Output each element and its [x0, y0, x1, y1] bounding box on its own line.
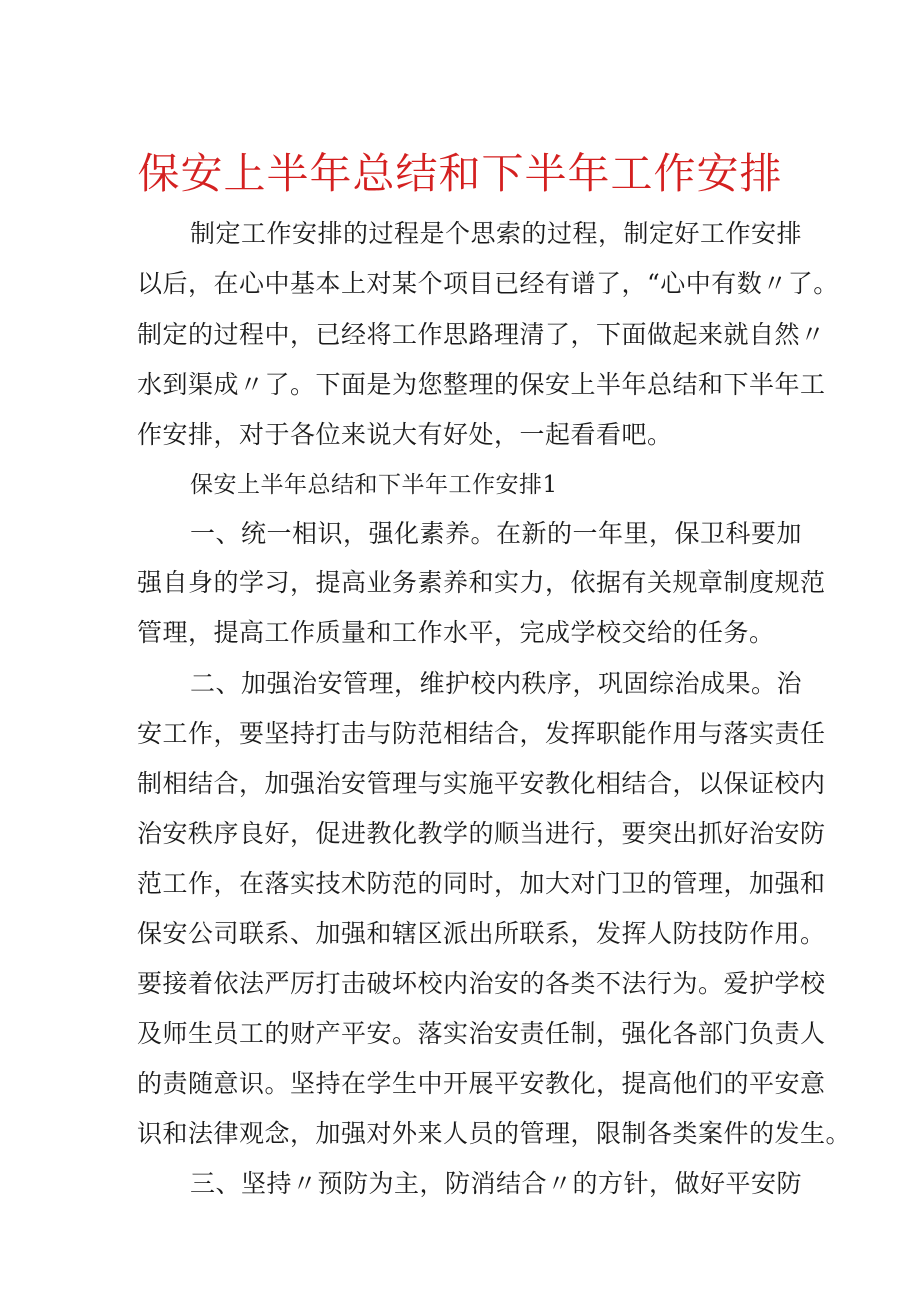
- intro-line: 作安排，对于各位来说大有好处，一起看看吧。: [137, 420, 673, 449]
- paragraph-line: 制相结合，加强治安管理与实施平安教化相结合，以保证校内: [137, 769, 826, 798]
- intro-line: 制定工作安排的过程是个思索的过程，制定好工作安排: [190, 219, 803, 248]
- document-title: 保安上半年总结和下半年工作安排: [137, 149, 783, 198]
- paragraph-line: 识和法律观念，加强对外来人员的管理，限制各类案件的发生。: [137, 1119, 852, 1148]
- paragraph-line: 的责随意识。坚持在学生中开展平安教化，提高他们的平安意: [137, 1069, 826, 1098]
- intro-line: 水到渠成〃了。下面是为您整理的保安上半年总结和下半年工: [137, 370, 826, 399]
- paragraph-line: 治安秩序良好，促进教化教学的顺当进行，要突出抓好治安防: [137, 819, 826, 848]
- paragraph-line: 范工作，在落实技术防范的同时，加大对门卫的管理，加强和: [137, 869, 826, 898]
- paragraph-line: 安工作，要坚持打击与防范相结合，发挥职能作用与落实责任: [137, 719, 826, 748]
- paragraph-line: 二、加强治安管理，维护校内秩序，巩固综治成果。治: [190, 669, 803, 698]
- paragraph-line: 要接着依法严厉打击破坏校内治安的各类不法行为。爱护学校: [137, 969, 826, 998]
- paragraph-line: 三、坚持〃预防为主，防消结合〃的方针，做好平安防: [190, 1169, 803, 1198]
- intro-line: 制定的过程中，已经将工作思路理清了，下面做起来就自然〃: [137, 320, 826, 349]
- section-heading: 保安上半年总结和下半年工作安排1: [190, 472, 558, 498]
- paragraph-line: 强自身的学习，提高业务素养和实力，依据有关规章制度规范: [137, 568, 826, 597]
- paragraph-line: 一、统一相识，强化素养。在新的一年里，保卫科要加: [190, 519, 803, 548]
- paragraph-line: 管理，提高工作质量和工作水平，完成学校交给的任务。: [137, 618, 775, 647]
- paragraph-line: 及师生员工的财产平安。落实治安责任制，强化各部门负责人: [137, 1019, 826, 1048]
- paragraph-line: 保安公司联系、加强和辖区派出所联系，发挥人防技防作用。: [137, 919, 826, 948]
- intro-line: 以后，在心中基本上对某个项目已经有谱了，“心中有数〃了。: [137, 269, 839, 298]
